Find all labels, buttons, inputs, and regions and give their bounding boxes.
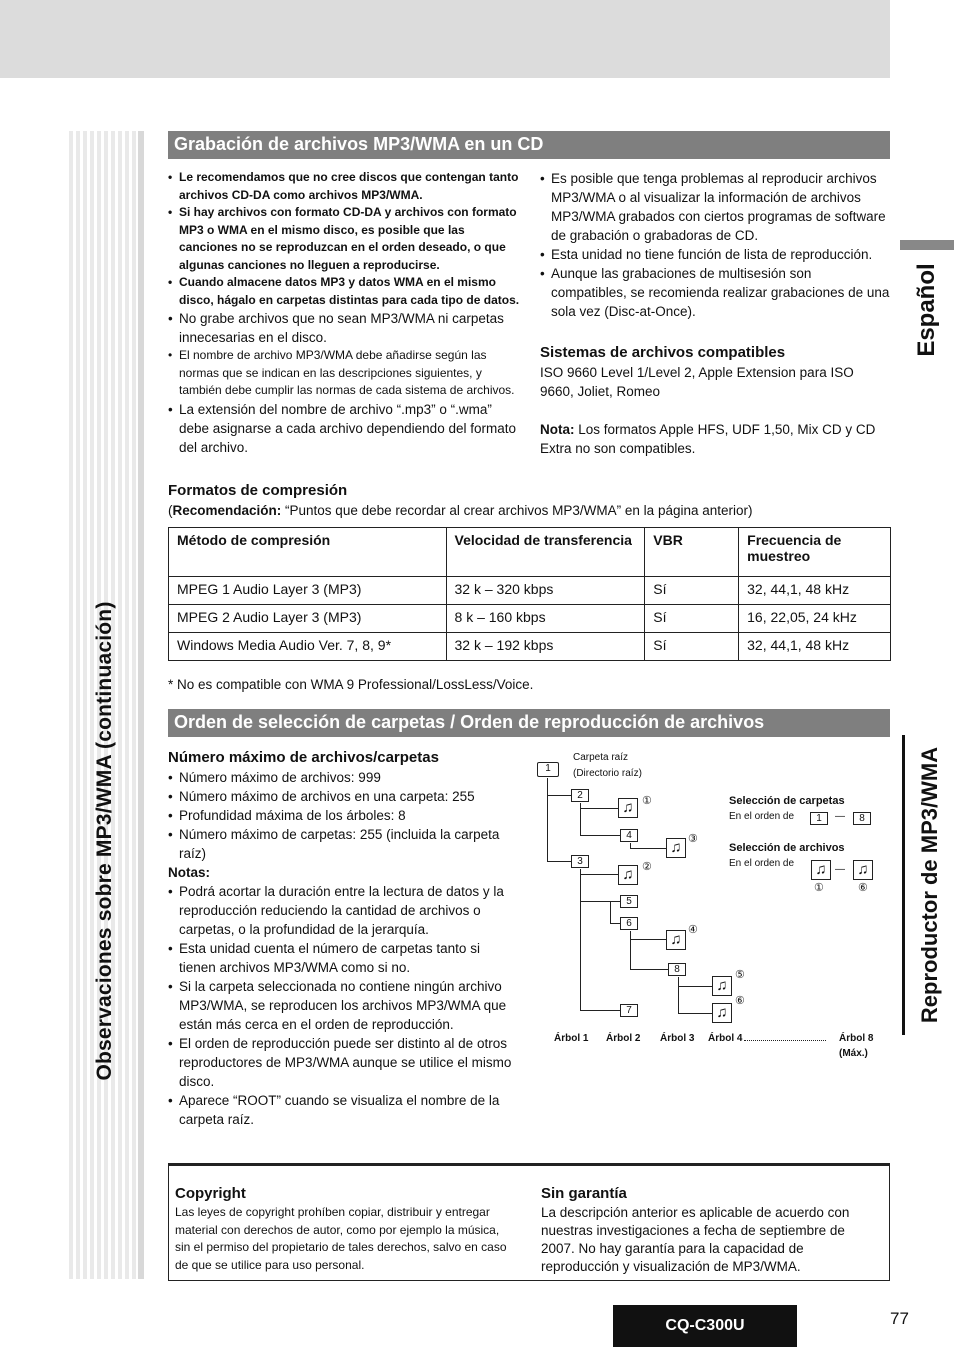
tree-line [630,848,666,849]
warranty-text: La descripción anterior es aplicable de acuerdo con nuestras investigaciones a fecha de septiembre de 2007. No hay garantía para la capacidad de reproducción y visualización de MP3/WMA. [541,1205,850,1274]
list-item: • El nombre de archivo MP3/WMA debe añadirse según las normas que se indican en las descripciones siguientes, y también debe cumplir las normas de cada sistema de archivos. [168,347,520,400]
tree-line [678,986,712,987]
tree-line [580,869,581,1010]
list-item: • La extensión del nombre de archivo “.mp3” o “.wma” debe asignarse a cada archivo dependiendo del formato del archivo. [168,400,520,457]
table-row [169,633,891,661]
music-file-icon: ♫ [853,860,873,880]
file-order-label: ② [642,861,652,873]
table-cell: Windows Media Audio Ver. 7, 8, 9* [169,633,447,661]
rec-text: “Puntos que debe recordar al crear archivos MP3/WMA” en la página anterior) [281,503,753,518]
tree-line [580,808,618,809]
formats-block [168,481,890,520]
tree-line [630,969,668,970]
music-file-icon: ♫ [666,930,686,950]
root-label-sub: (Directorio raíz) [573,768,642,779]
folder-selection-title: Selección de carpetas [729,795,845,807]
filesystems-note [540,420,890,458]
notes-heading: Notas: [168,865,211,880]
recording-right-column [540,169,890,458]
tree-line [547,795,571,796]
list-item: • Número máximo de archivos en una carpeta: 255 [168,787,520,806]
table-cell: Sí [645,577,739,605]
dash: — [835,811,845,822]
file-order-label: ④ [688,924,698,936]
table-header-row [169,528,891,577]
list-item: • Cuando almacene datos MP3 y datos WMA en el mismo disco, hágalo en carpetas distintas para cada tipo de datos. [168,274,520,309]
file-order-label: ⑥ [858,882,868,894]
list-item: • Si la carpeta seleccionada no contiene ningún archivo MP3/WMA, se reproducen los archivos MP3/WMA que están más cerca en el orden de reproducción. [168,977,520,1034]
list-item: • Podrá acortar la duración entre la lectura de datos y la reproducción reduciendo la cantidad de archivos o carpetas, o la profundidad de la jerarquía. [168,882,520,939]
tree-line [610,923,620,924]
table-header: VBR [645,528,739,577]
left-side-strip [66,131,144,1279]
list-item: • Esta unidad no tiene función de lista de reproducción. [540,245,890,264]
language-tab [902,250,952,370]
language-label: Español [913,263,940,357]
table-cell: 16, 22,05, 24 kHz [739,605,891,633]
rec-label: Recomendación: [172,503,282,518]
folder-selection-text: En el orden de [729,811,795,822]
table-cell: Sí [645,633,739,661]
list-item: • Número máximo de archivos: 999 [168,768,520,787]
section-heading-recording: Grabación de archivos MP3/WMA en un CD [168,131,890,159]
file-order-label: ⑤ [735,969,745,981]
side-chapter-title: Observaciones sobre MP3/WMA (continuación) [93,601,116,1081]
list-item: • Profundidad máxima de los árboles: 8 [168,806,520,825]
section-label: Reproductor de MP3/WMA [917,746,942,1024]
tree-label: Árbol 1 [554,1033,589,1044]
folder-icon: 8 [668,963,686,976]
folder-icon: 8 [853,812,871,825]
table-cell: 8 k – 160 kbps [446,605,645,633]
section-tab [902,735,952,1035]
note-label: Nota: [540,422,575,437]
file-order-label: ① [642,795,652,807]
copyright-block [175,1184,515,1274]
music-file-icon: ♫ [666,838,686,858]
folder-icon: 2 [571,789,589,802]
tree-line [547,861,571,862]
root-folder-icon: 1 [537,762,559,777]
tree-line [580,901,620,902]
tree-max-label: (Máx.) [839,1048,868,1059]
table-cell: 32, 44,1, 48 kHz [739,577,891,605]
copyright-warranty-box [168,1163,890,1281]
table-cell: MPEG 1 Audio Layer 3 (MP3) [169,577,447,605]
file-selection-text: En el orden de [729,858,795,869]
warranty-heading: Sin garantía [541,1185,627,1202]
compression-table [168,527,891,661]
file-selection-title: Selección de archivos [729,842,845,854]
filesystems-text: ISO 9660 Level 1/Level 2, Apple Extension para ISO 9660, Joliet, Romeo [540,365,854,399]
folder-tree-diagram [520,750,890,1070]
table-cell: 32, 44,1, 48 kHz [739,633,891,661]
dash: — [835,864,845,875]
model-badge: CQ-C300U [613,1305,797,1347]
table-header: Frecuencia de muestreo [739,528,891,577]
tree-line [547,778,548,862]
tree-label: Árbol 4 [708,1033,743,1044]
list-item: • Aunque las grabaciones de multisesión son compatibles, se recomienda realizar grabaciones de una sola vez (Disc-at-Once). [540,264,890,321]
tree-label: Árbol 8 [839,1033,874,1044]
table-cell: 32 k – 320 kbps [446,577,645,605]
tree-line [678,1013,712,1014]
tree-label: Árbol 2 [606,1033,641,1044]
list-item: • El orden de reproducción puede ser distinto al de otros reproductores de MP3/WMA aunque se utilice el mismo disco. [168,1034,520,1091]
list-item: • No grabe archivos que no sean MP3/WMA ni carpetas innecesarias en el disco. [168,309,520,347]
copyright-text: Las leyes de copyright prohíben copiar, distribuir y entregar material con derechos de autor, como por ejemplo la música, sin el permiso del propietario de tales derechos, salvo en caso de que se utilice para uso personal. [175,1205,507,1272]
music-file-icon: ♫ [618,798,638,818]
table-row [169,605,891,633]
folder-icon: 1 [810,812,828,825]
table-header: Método de compresión [169,528,447,577]
note-text: Los formatos Apple HFS, UDF 1,50, Mix CD y CD Extra no son compatibles. [540,422,876,456]
music-file-icon: ♫ [712,1003,732,1023]
table-footnote: * No es compatible con WMA 9 Professional/LossLess/Voice. [168,677,534,692]
section-heading-order: Orden de selección de carpetas / Orden de reproducción de archivos [168,709,890,737]
tree-line [580,874,618,875]
tree-label: Árbol 3 [660,1033,695,1044]
file-order-label: ⑥ [735,995,745,1007]
table-header: Velocidad de transferencia [446,528,645,577]
tree-line [678,977,679,1013]
file-order-label: ① [814,882,824,894]
folder-icon: 4 [620,829,638,842]
tree-line [580,1010,620,1011]
tree-line [580,835,620,836]
folder-icon: 7 [620,1004,638,1017]
table-cell: Sí [645,605,739,633]
root-label: Carpeta raíz [573,752,629,763]
tree-dotted-line [744,1040,826,1041]
music-file-icon: ♫ [811,860,831,880]
table-row [169,577,891,605]
page-number: 77 [890,1309,909,1328]
max-heading: Número máximo de archivos/carpetas [168,749,439,766]
music-file-icon: ♫ [618,865,638,885]
tree-line [630,931,631,969]
tree-line [630,939,666,940]
order-left-column [168,748,520,1129]
list-item: • Si hay archivos con formato CD-DA y archivos con formato MP3 o WMA en el mismo disco, es posible que las canciones no se reproduzcan en el orden deseado, o que algunas canciones no lleguen a reproducirse. [168,204,520,274]
list-item: • Es posible que tenga problemas al reproducir archivos MP3/WMA o al visualizar la información de archivos MP3/WMA grabados con ciertos programas de software de grabación o grabadoras de CD. [540,169,890,245]
music-file-icon: ♫ [712,976,732,996]
table-cell: 32 k – 192 kbps [446,633,645,661]
formats-recommendation [168,501,890,520]
list-item: • Le recomendamos que no cree discos que contengan tanto archivos CD-DA como archivos MP3/WMA. [168,169,520,204]
warranty-block [541,1184,881,1276]
list-item: • Número máximo de carpetas: 255 (incluida la carpeta raíz) [168,825,520,863]
folder-icon: 3 [571,855,589,868]
table-cell: MPEG 2 Audio Layer 3 (MP3) [169,605,447,633]
list-item: • Aparece “ROOT” cuando se visualiza el nombre de la carpeta raíz. [168,1091,520,1129]
recording-left-column [168,169,520,457]
list-item: • Esta unidad cuenta el número de carpetas tanto si tienen archivos MP3/WMA como si no. [168,939,520,977]
top-header-bar [0,0,890,78]
folder-icon: 6 [620,917,638,930]
filesystems-heading: Sistemas de archivos compatibles [540,344,786,361]
file-order-label: ③ [688,833,698,845]
rec-open: ( [168,503,173,518]
folder-icon: 5 [620,895,638,908]
formats-heading: Formatos de compresión [168,482,348,499]
language-tab-marker [900,240,954,250]
tree-line [610,901,611,923]
copyright-heading: Copyright [175,1185,246,1202]
